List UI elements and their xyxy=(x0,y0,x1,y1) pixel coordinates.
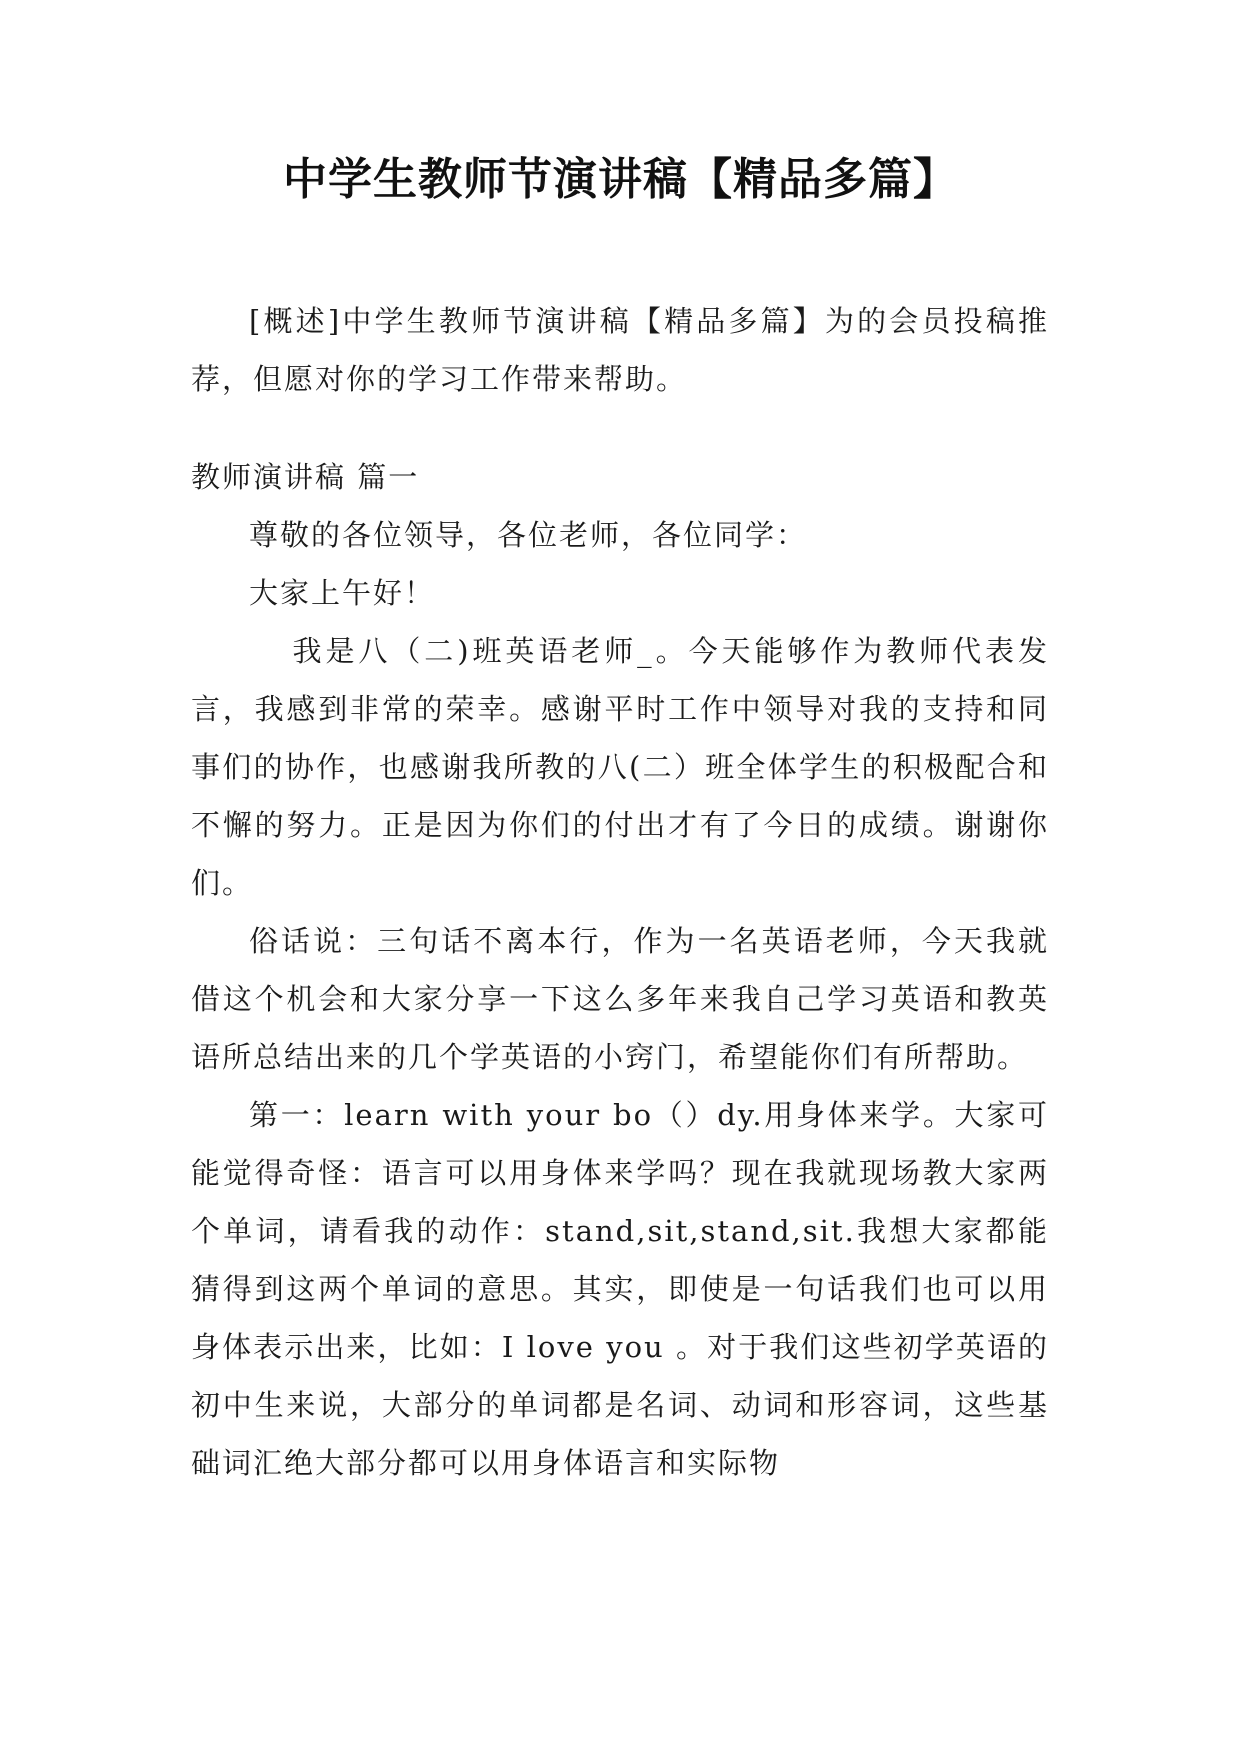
proverb-paragraph: 俗话说：三句话不离本行，作为一名英语老师，今天我就借这个机会和大家分享一下这么多年来我自己学习英语和教英语所总结出来的几个学英语的小窍门，希望能你们有所帮助。 xyxy=(191,924,1049,1074)
salutation-paragraph: 尊敬的各位领导，各位老师，各位同学： xyxy=(249,518,808,552)
tip-one-paragraph: 第一：learn with your bo（）dy.用身体来学。大家可能觉得奇怪：语言可以用身体来学吗？现在我就现场教大家两个单词，请看我的动作：stand,sit,stand,sit.我想大家都能猜得到这两个单词的意思。其实，即使是一句话我们也可以用身体表示出来，比如：I love you 。对于我们这些初学英语的初中生来说，大部分的单词都是名词、动词和形容词，这些基础词汇绝大部分都可以用身体语言和实际物 xyxy=(191,1098,1049,1480)
greeting-paragraph: 大家上午好！ xyxy=(249,576,436,610)
introduction-paragraph: 我是八（二)班英语老师_。今天能够作为教师代表发言，我感到非常的荣幸。感谢平时工作中领导对我的支持和同事们的协作，也感谢我所教的八(二）班全体学生的积极配合和不懈的努力。正是因为你们的付出才有了今日的成绩。谢谢你们。 xyxy=(191,634,1049,900)
document-title: 中学生教师节演讲稿【精品多篇】 xyxy=(283,154,958,205)
section-heading: 教师演讲稿 篇一 xyxy=(191,460,420,494)
document-body xyxy=(191,292,1049,1492)
summary-paragraph: [概述]中学生教师节演讲稿【精品多篇】为的会员投稿推荐，但愿对你的学习工作带来帮助。 xyxy=(191,304,1049,396)
